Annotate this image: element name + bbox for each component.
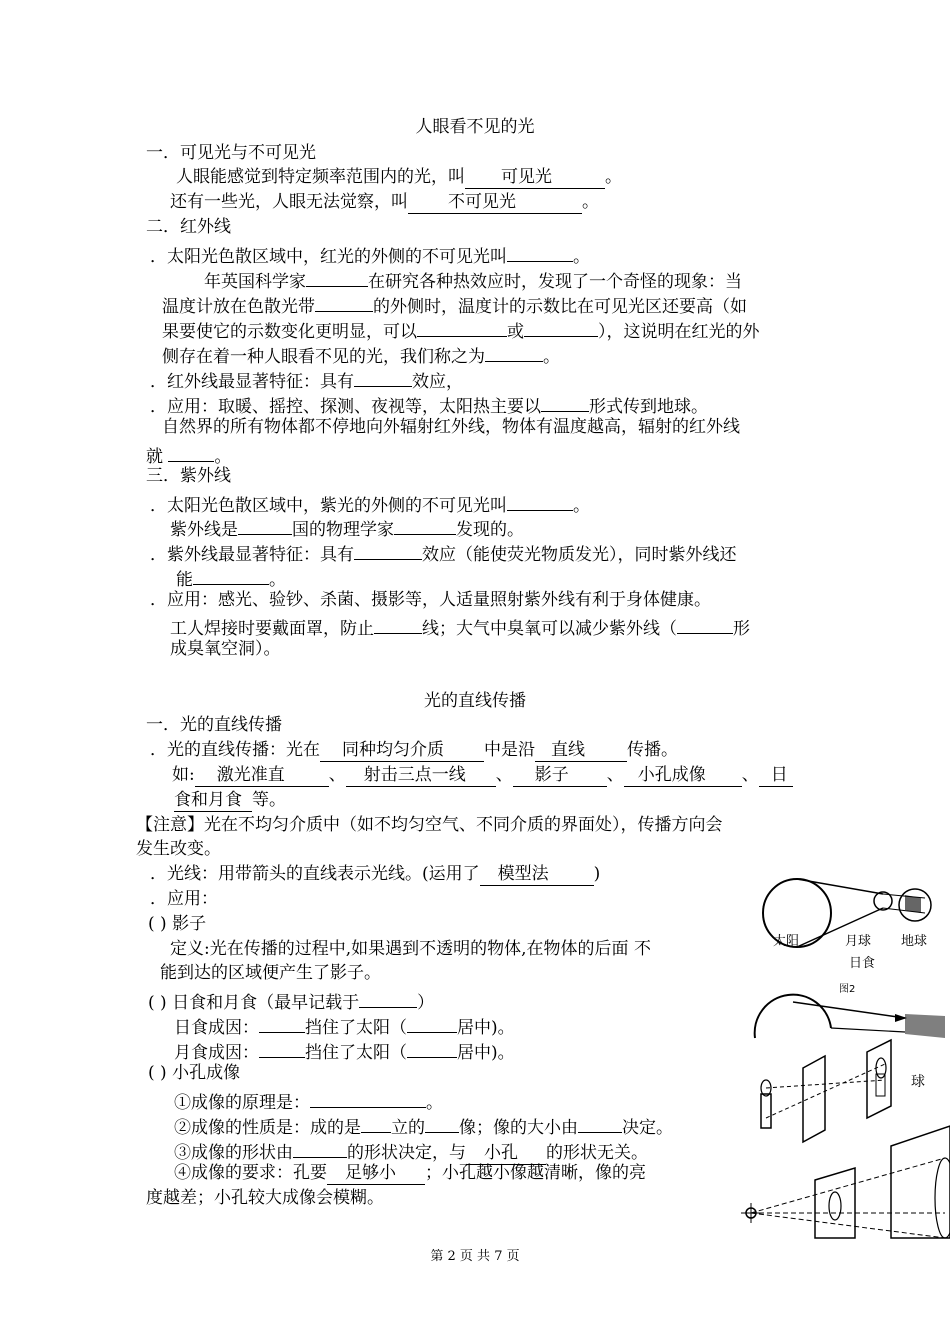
text-line: ④成像的要求：孔要 足够小 ；小孔越小像越清晰，像的亮 xyxy=(174,1163,646,1183)
text-line: 度越差；小孔较大成像会模糊。 xyxy=(146,1188,384,1208)
label-moon: 月球 xyxy=(845,934,872,949)
label-ball: 球 xyxy=(911,1074,925,1090)
text-line: 能到达的区域便产生了影子。 xyxy=(160,963,381,983)
subheading-shadow: ( ) 影子 xyxy=(148,914,207,934)
text-line: 还有一些光，人眼无法觉察，叫 不可见光 。 xyxy=(170,192,599,212)
label-solar-eclipse: 日食 xyxy=(849,956,876,971)
text-line: 日食成因： 挡住了太阳（ 居中)。 xyxy=(174,1010,515,1041)
text-line: ．光的直线传播：光在 同种均匀介质 中是沿 直线 传播。 xyxy=(150,740,678,760)
text-line: ．应用： xyxy=(150,889,218,909)
text-line: 自然界的所有物体都不停地向外辐射红外线，物体有温度越高，辐射的红外线 xyxy=(162,417,740,437)
label-earth: 地球 xyxy=(901,934,928,949)
text-line: 人眼能感觉到特定频率范围内的光，叫 可见光 。 xyxy=(176,167,622,187)
text-line: ．红外线最显著特征：具有 效应， xyxy=(150,364,463,395)
text-line: ．光线：用带箭头的直线表示光线。(运用了 模型法 ) xyxy=(150,864,601,884)
text-line: ②成像的性质是：成的是 立的 像；像的大小由 决定。 xyxy=(174,1110,673,1141)
text-line: 就 。 xyxy=(146,439,231,470)
text-line: 年英国科学家 在研究各种热效应时，发现了一个奇怪的现象：当 xyxy=(204,264,742,295)
heading-visible-invisible: 一．可见光与不可见光 xyxy=(146,143,316,163)
text-line: ③成像的形状由 的形状决定，与 小孔 的形状无关。 xyxy=(174,1135,648,1166)
text-line: 食和月食 等。 xyxy=(174,790,286,810)
moon-circle xyxy=(874,892,892,910)
text-line: 温度计放在色散光带 的外侧时，温度计的示数比在可见光区还要高（如 xyxy=(162,289,747,320)
text-line: 如: 激光准直 、 射击三点一线 、 影子 、 小孔成像 、 日 xyxy=(172,762,793,788)
text-line: 月食成因： 挡住了太阳（ 居中)。 xyxy=(174,1035,515,1066)
heading-infrared: 二．红外线 xyxy=(146,217,231,237)
candle-pinhole-diagram xyxy=(761,1040,891,1142)
section-title-rectilinear: 光的直线传播 xyxy=(424,691,526,711)
optics-figures xyxy=(745,868,950,1238)
label-figure-number: 图2 xyxy=(839,984,856,995)
cone-pinhole-diagram xyxy=(741,1126,950,1238)
label-sun: 太阳 xyxy=(773,934,800,949)
text-line: ．应用：取暖、摇控、探测、夜视等，太阳热主要以 形式传到地球。 xyxy=(150,389,708,420)
text-line: 工人焊接时要戴面罩，防止 线；大气中臭氧可以减少紫外线（ 形 xyxy=(170,611,750,642)
text-line: 侧存在着一种人眼看不见的光，我们称之为 。 xyxy=(162,339,560,370)
text-line: ．太阳光色散区域中，红光的外侧的不可见光叫 。 xyxy=(150,239,590,270)
text-line: 成臭氧空洞）。 xyxy=(170,639,281,659)
note-line: 【注意】光在不均匀介质中（如不均匀空气、不同介质的界面处），传播方向会 xyxy=(136,815,723,835)
heading-ultraviolet: 三．紫外线 xyxy=(146,466,231,486)
section-title-invisible-light: 人眼看不见的光 xyxy=(415,117,535,137)
page-footer: 第 2 页 共 7 页 xyxy=(430,1249,520,1264)
subheading-eclipse: ( ) 日食和月食（最早记载于 ） xyxy=(148,985,434,1016)
text-line: ．紫外线最显著特征：具有 效应（能使荧光物质发光），同时紫外线还 xyxy=(150,537,737,568)
text-line: 果要使它的示数变化更明显，可以 或 ），这说明在红光的外 xyxy=(162,314,760,345)
note-line: 发生改变。 xyxy=(136,839,221,859)
heading-rectilinear: 一．光的直线传播 xyxy=(146,715,282,735)
text-line: ．应用：感光、验钞、杀菌、摄影等，人适量照射紫外线有利于身体健康。 xyxy=(150,590,711,610)
lunar-eclipse-diagram xyxy=(755,995,945,1038)
text-line: ．太阳光色散区域中，紫光的外侧的不可见光叫 。 xyxy=(150,488,590,519)
subheading-pinhole: ( ) 小孔成像 xyxy=(148,1063,241,1083)
text-line: 紫外线是 国的物理学家 发现的。 xyxy=(170,512,524,543)
text-line: 定义:光在传播的过程中,如果遇到不透明的物体,在物体的后面 不 xyxy=(170,939,651,959)
text-line: 能 。 xyxy=(176,562,286,593)
text-line: ①成像的原理是： 。 xyxy=(174,1085,443,1116)
